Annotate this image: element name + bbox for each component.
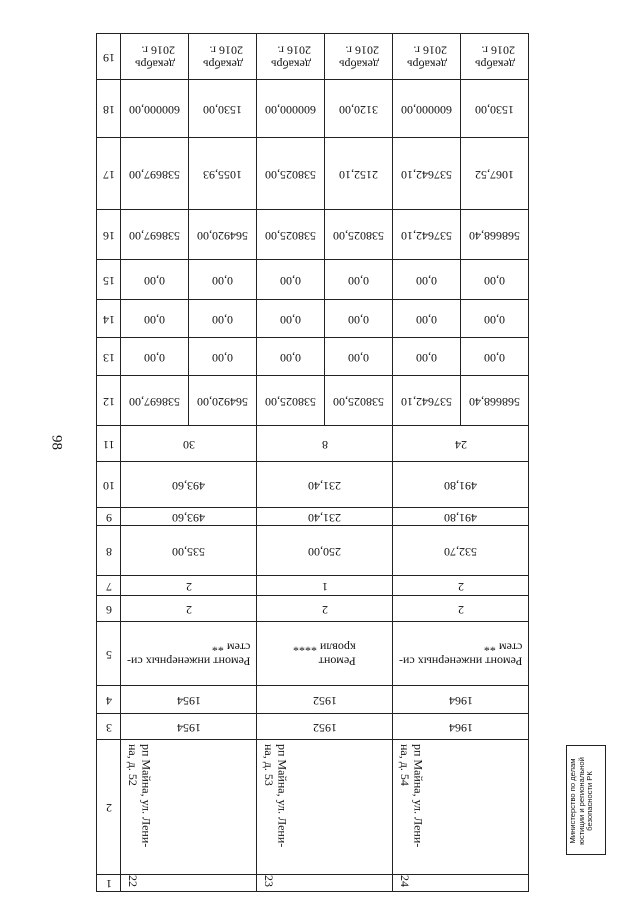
cell-value: 538697,00 [129, 394, 180, 409]
cell-value: 600000,00 [265, 102, 316, 117]
cell-value: 2152,10 [339, 167, 378, 182]
column-number [97, 462, 121, 508]
cell-year_commission [393, 686, 529, 714]
column-number-label: 6 [105, 602, 112, 617]
cell-value: 24 [454, 437, 467, 452]
cell-value: 535,00 [172, 544, 205, 559]
cell-area_col9 [393, 508, 529, 526]
cell-value: 231,40 [308, 510, 341, 525]
cell-value: 0,00 [280, 312, 301, 327]
address-cell [393, 740, 529, 875]
row-cell-cost_total [189, 376, 257, 426]
cell-value: 1954 [176, 720, 201, 735]
column-number [97, 138, 121, 210]
cell-entrances [393, 576, 529, 596]
cell-value: 0,00 [416, 312, 437, 327]
subrow-cell-col16 [257, 210, 325, 260]
cell-value: 0,00 [484, 273, 505, 288]
cell-value: 1964 [448, 720, 473, 735]
column-number-label: 14 [102, 312, 115, 327]
subrow-cell-period [393, 34, 461, 80]
column-number-label: 15 [102, 273, 115, 288]
column-number [97, 576, 121, 596]
cell-value: 1964 [448, 693, 473, 708]
column-number [97, 596, 121, 622]
cell-floors [257, 596, 393, 622]
cell-value: 538025,00 [265, 228, 316, 243]
subrow-cell-col16 [393, 210, 461, 260]
cell-value: 538697,00 [129, 228, 180, 243]
cell-value: 568668,40 [469, 394, 520, 409]
row-cell-period [461, 34, 529, 80]
cell-area_col9 [121, 508, 257, 526]
row-cell-col16 [189, 210, 257, 260]
cell-value: 0,00 [144, 350, 165, 365]
subrow-cell-cost_total [257, 376, 325, 426]
column-number [97, 622, 121, 686]
address-cell [257, 740, 393, 875]
cell-value: 30 [182, 437, 195, 452]
cell-year_built [121, 714, 257, 740]
subrow-cell-period [257, 34, 325, 80]
cell-value: 600000,00 [129, 102, 180, 117]
row-number: 22 [125, 875, 140, 887]
column-number-label: 5 [105, 647, 112, 662]
subrow-cell-col14 [121, 300, 189, 338]
cell-entrances [257, 576, 393, 596]
row-cell-col18 [461, 80, 529, 138]
column-number [97, 426, 121, 462]
row-cell-col15 [461, 260, 529, 300]
cell-value: 538025,00 [265, 394, 316, 409]
column-number [97, 80, 121, 138]
cell-value: 3120,00 [339, 102, 378, 117]
cell-work_type [393, 622, 529, 686]
register-table [96, 33, 529, 892]
cell-value: 600000,00 [401, 102, 452, 117]
cell-value: 250,00 [308, 544, 341, 559]
subrow-cell-col13 [257, 338, 325, 376]
cell-value: 0,00 [280, 350, 301, 365]
cell-year_built [257, 714, 393, 740]
column-number-label: 2 [105, 800, 112, 815]
row-number: 23 [261, 875, 276, 887]
cell-year_built [393, 714, 529, 740]
row-cell-col14 [325, 300, 393, 338]
cell-value: 1954 [176, 693, 201, 708]
address-line: на, д. 53 [261, 744, 276, 786]
column-number [97, 376, 121, 426]
address-line: рп Майна, ул. Лени- [139, 744, 154, 848]
cell-area_col10 [393, 462, 529, 508]
cell-value: 532,70 [444, 544, 477, 559]
subrow-cell-col14 [393, 300, 461, 338]
column-number-label: 7 [105, 579, 112, 594]
column-number [97, 686, 121, 714]
cell-year_commission [257, 686, 393, 714]
column-number [97, 260, 121, 300]
cell-value: 0,00 [484, 350, 505, 365]
cell-value: 0,00 [144, 312, 165, 327]
subrow-cell-col18 [121, 80, 189, 138]
cell-value: 1952 [312, 693, 337, 708]
cell-area_col10 [257, 462, 393, 508]
cell-value: 1067,52 [475, 167, 514, 182]
cell-value: 538025,00 [333, 228, 384, 243]
cell-value: 1055,93 [203, 167, 242, 182]
cell-residents [121, 426, 257, 462]
row-cell-col14 [189, 300, 257, 338]
subrow-cell-col17 [121, 138, 189, 210]
cell-value: 0,00 [348, 273, 369, 288]
column-number [97, 210, 121, 260]
cell-value: 0,00 [348, 312, 369, 327]
subrow-cell-col14 [257, 300, 325, 338]
cell-area_col9 [257, 508, 393, 526]
column-number-label: 8 [105, 544, 112, 559]
cell-value: 0,00 [280, 273, 301, 288]
column-number-label: 17 [102, 167, 115, 182]
row-cell-col17 [461, 138, 529, 210]
cell-residents [257, 426, 393, 462]
subrow-cell-col16 [121, 210, 189, 260]
column-number [97, 338, 121, 376]
cell-value: 538025,00 [265, 167, 316, 182]
cell-value: 538025,00 [333, 394, 384, 409]
cell-value: 1 [321, 579, 328, 594]
cell-value: 2 [321, 602, 328, 617]
row-number-cell [257, 875, 393, 892]
cell-value: декабрь 2016 г. [270, 43, 311, 72]
cell-value: 537642,10 [401, 228, 452, 243]
row-cell-col13 [325, 338, 393, 376]
cell-value: Ремонт инженерных си- стем ** [398, 640, 523, 669]
subrow-cell-col17 [393, 138, 461, 210]
cell-value: декабрь 2016 г. [202, 43, 243, 72]
address-line: на, д. 52 [125, 744, 140, 786]
cell-value: 1952 [312, 720, 337, 735]
row-cell-col15 [189, 260, 257, 300]
subrow-cell-cost_total [121, 376, 189, 426]
page-number: 98 [48, 435, 65, 450]
column-number [97, 526, 121, 576]
row-cell-period [189, 34, 257, 80]
cell-work_type [257, 622, 393, 686]
subrow-cell-col15 [393, 260, 461, 300]
subrow-cell-col18 [393, 80, 461, 138]
row-number-cell [121, 875, 257, 892]
column-number-label: 9 [105, 510, 112, 525]
row-cell-col13 [189, 338, 257, 376]
row-cell-period [325, 34, 393, 80]
subrow-cell-col18 [257, 80, 325, 138]
cell-value: 0,00 [348, 350, 369, 365]
subrow-cell-cost_total [393, 376, 461, 426]
row-number: 24 [397, 875, 412, 887]
cell-value: 493,60 [172, 510, 205, 525]
cell-area_total [121, 526, 257, 576]
cell-floors [393, 596, 529, 622]
cell-value: 231,40 [308, 478, 341, 493]
column-number [97, 508, 121, 526]
column-number-label: 18 [102, 102, 115, 117]
column-number-label: 11 [102, 437, 115, 452]
row-cell-cost_total [325, 376, 393, 426]
row-cell-cost_total [461, 376, 529, 426]
row-cell-col15 [325, 260, 393, 300]
row-cell-col18 [189, 80, 257, 138]
stamp-text: Министерство по делам юстиции и региональной безопасности РК [568, 757, 595, 845]
subrow-cell-col17 [257, 138, 325, 210]
column-number [97, 300, 121, 338]
cell-value: 491,80 [444, 510, 477, 525]
row-number-cell [393, 875, 529, 892]
address-line: рп Майна, ул. Лени- [411, 744, 426, 848]
cell-value: 0,00 [144, 273, 165, 288]
cell-value: декабрь 2016 г. [134, 43, 175, 72]
row-cell-col17 [189, 138, 257, 210]
subrow-cell-col13 [393, 338, 461, 376]
column-number-label: 13 [102, 350, 115, 365]
cell-value: декабрь 2016 г. [474, 43, 515, 72]
column-number-label: 16 [102, 228, 115, 243]
cell-residents [393, 426, 529, 462]
address-cell [121, 740, 257, 875]
column-number-label: 3 [105, 720, 112, 735]
column-number-label: 10 [102, 478, 115, 493]
cell-value: 568668,40 [469, 228, 520, 243]
subrow-cell-col13 [121, 338, 189, 376]
cell-entrances [121, 576, 257, 596]
column-number [97, 34, 121, 80]
cell-value: 0,00 [416, 350, 437, 365]
cell-area_total [393, 526, 529, 576]
column-number-label: 1 [105, 876, 112, 891]
column-number [97, 875, 121, 892]
cell-value: 491,80 [444, 478, 477, 493]
subrow-cell-period [121, 34, 189, 80]
row-cell-col17 [325, 138, 393, 210]
cell-area_total [257, 526, 393, 576]
cell-floors [121, 596, 257, 622]
address-line: рп Майна, ул. Лени- [275, 744, 290, 848]
cell-value: 8 [321, 437, 328, 452]
subrow-cell-col15 [121, 260, 189, 300]
row-cell-col13 [461, 338, 529, 376]
cell-value: 0,00 [484, 312, 505, 327]
column-number-label: 19 [102, 50, 115, 65]
subrow-cell-col15 [257, 260, 325, 300]
cell-value: 538697,00 [129, 167, 180, 182]
cell-value: Ремонт кровли **** [293, 640, 356, 669]
cell-value: 0,00 [212, 273, 233, 288]
cell-value: 1530,00 [203, 102, 242, 117]
cell-value: декабрь 2016 г. [338, 43, 379, 72]
row-cell-col16 [461, 210, 529, 260]
address-line: на, д. 54 [397, 744, 412, 786]
cell-work_type [121, 622, 257, 686]
registration-stamp [566, 745, 606, 855]
cell-value: 564920,00 [197, 394, 248, 409]
cell-value: 564920,00 [197, 228, 248, 243]
cell-value: 0,00 [212, 312, 233, 327]
cell-value: 2 [185, 602, 192, 617]
cell-value: 1530,00 [475, 102, 514, 117]
cell-value: 2 [457, 602, 464, 617]
cell-value: 2 [457, 579, 464, 594]
cell-value: 493,60 [172, 478, 205, 493]
cell-value: 537642,10 [401, 167, 452, 182]
cell-value: декабрь 2016 г. [406, 43, 447, 72]
cell-value: 0,00 [416, 273, 437, 288]
row-cell-col16 [325, 210, 393, 260]
cell-value: Ремонт инженерных си- стем ** [126, 640, 251, 669]
column-number-label: 4 [105, 693, 112, 708]
cell-value: 2 [185, 579, 192, 594]
row-cell-col14 [461, 300, 529, 338]
cell-area_col10 [121, 462, 257, 508]
cell-year_commission [121, 686, 257, 714]
cell-value: 537642,10 [401, 394, 452, 409]
column-number-label: 12 [102, 394, 115, 409]
row-cell-col18 [325, 80, 393, 138]
column-number [97, 714, 121, 740]
column-number [97, 740, 121, 875]
cell-value: 0,00 [212, 350, 233, 365]
